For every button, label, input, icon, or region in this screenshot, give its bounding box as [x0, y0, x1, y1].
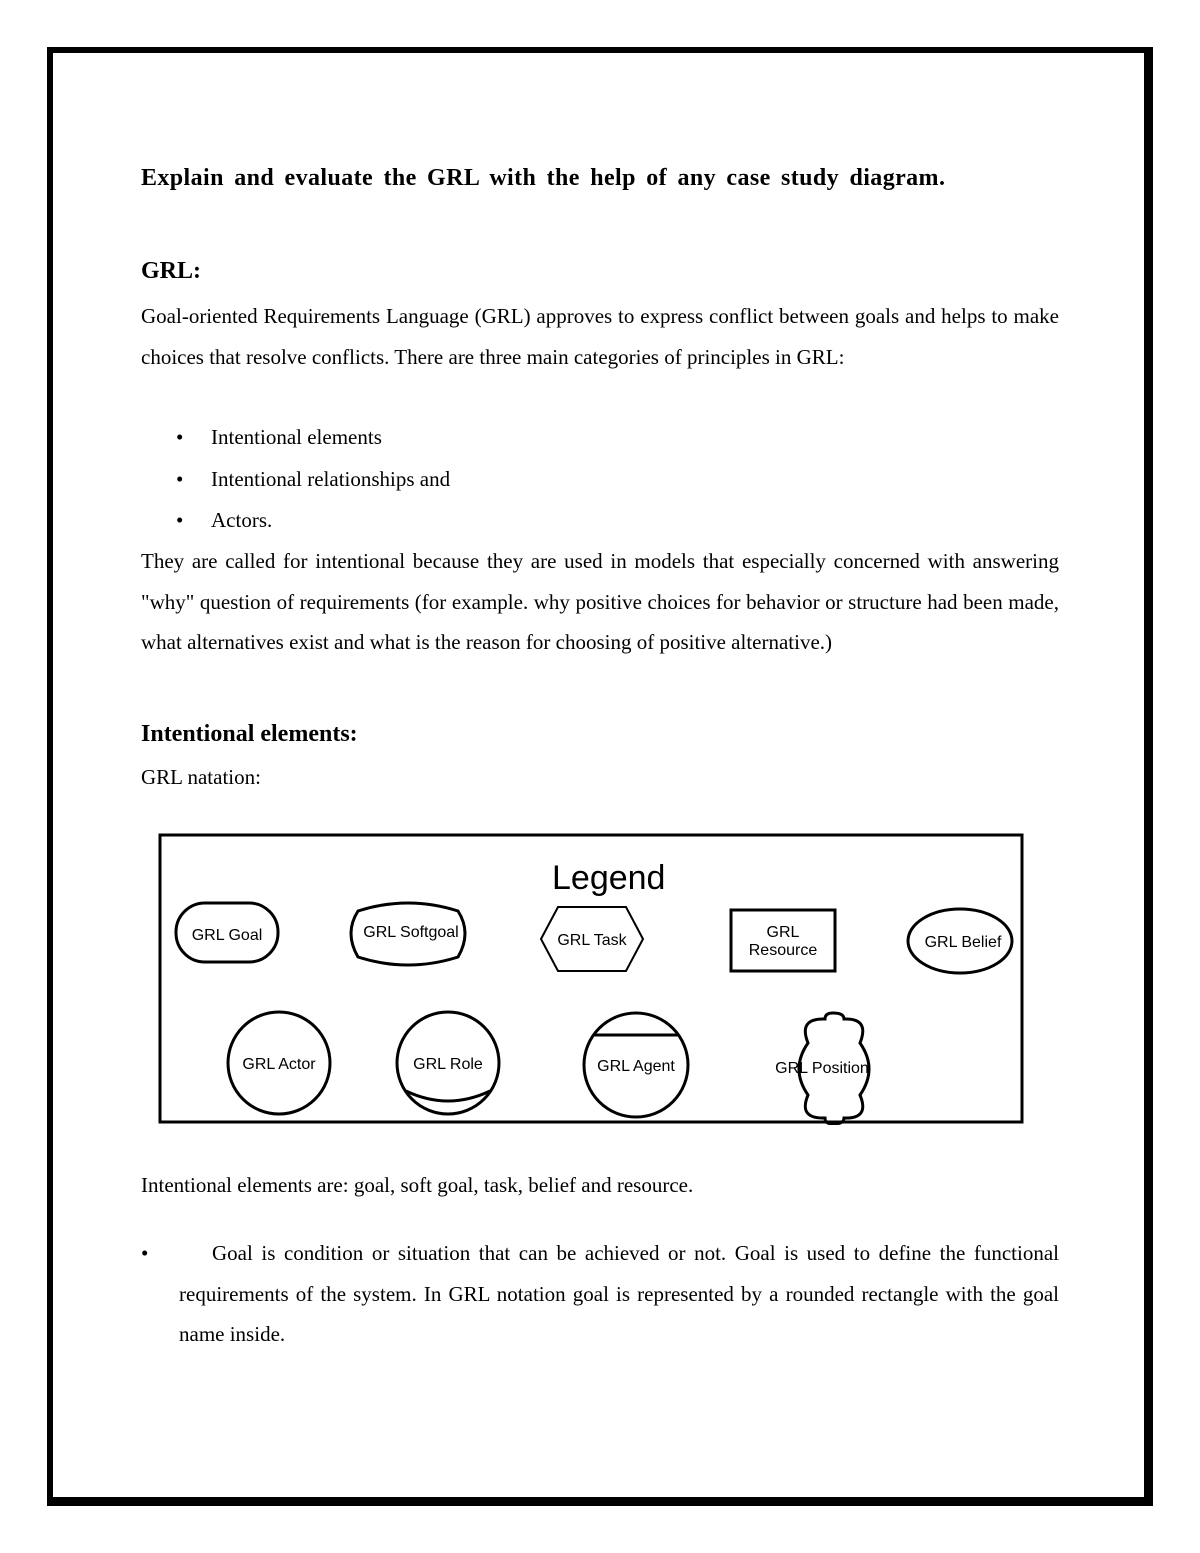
goal-label: GRL Goal [191, 927, 263, 944]
resource-label-line1: GRL [766, 924, 800, 941]
bullet-icon: • [141, 1241, 149, 1265]
list-item-text: Intentional relationships and [211, 466, 451, 491]
resource-label-line2: Resource [748, 942, 818, 959]
belief-label: GRL Belief [924, 934, 1002, 951]
actor-label: GRL Actor [242, 1056, 316, 1073]
list-item [141, 417, 450, 459]
position-label: GRL Position [775, 1060, 869, 1077]
bullet-icon: • [176, 508, 184, 532]
elements-list-paragraph: Intentional elements are: goal, soft goal, task, belief and resource. [141, 1173, 694, 1197]
heading-grl: GRL: [141, 258, 201, 284]
list-item [141, 500, 450, 542]
notation-label: GRL natation: [141, 765, 261, 789]
agent-label: GRL Agent [597, 1058, 675, 1075]
goal-bullet [141, 1233, 1059, 1355]
question-title: Explain and evaluate the GRL with the help of any case study diagram. [141, 165, 946, 191]
list-item [141, 459, 450, 501]
goal-bullet-text: Goal is condition or situation that can be achieved or not. Goal is used to define the functional requirements of the system. In GRL notation goal is represented by a rounded rectangle with the goal name inside. [179, 1241, 1059, 1346]
grl-legend-diagram [158, 833, 1025, 1125]
categories-list [141, 417, 450, 542]
bullet-icon: • [176, 425, 184, 449]
list-item-text: Intentional elements [211, 425, 382, 449]
softgoal-label: GRL Softgoal [363, 924, 459, 941]
bullet-icon: • [176, 466, 184, 491]
task-label: GRL Task [557, 932, 627, 949]
list-item-text: Actors. [211, 508, 273, 532]
legend-title: Legend [552, 859, 666, 897]
role-label: GRL Role [413, 1056, 483, 1073]
intentional-paragraph: They are called for intentional because they are used in models that especially concerned with answering "why" question of requirements (for example. why positive choices for behavior or structure had been made, what alternatives exist and what is the reason for choosing of positive alternative.) [141, 549, 1059, 654]
intro-paragraph: Goal-oriented Requirements Language (GRL) approves to express conflict between goals and helps to make choices that resolve conflicts. There are three main categories of principles in GRL: [141, 304, 1059, 369]
heading-intentional-elements: Intentional elements: [141, 721, 358, 747]
